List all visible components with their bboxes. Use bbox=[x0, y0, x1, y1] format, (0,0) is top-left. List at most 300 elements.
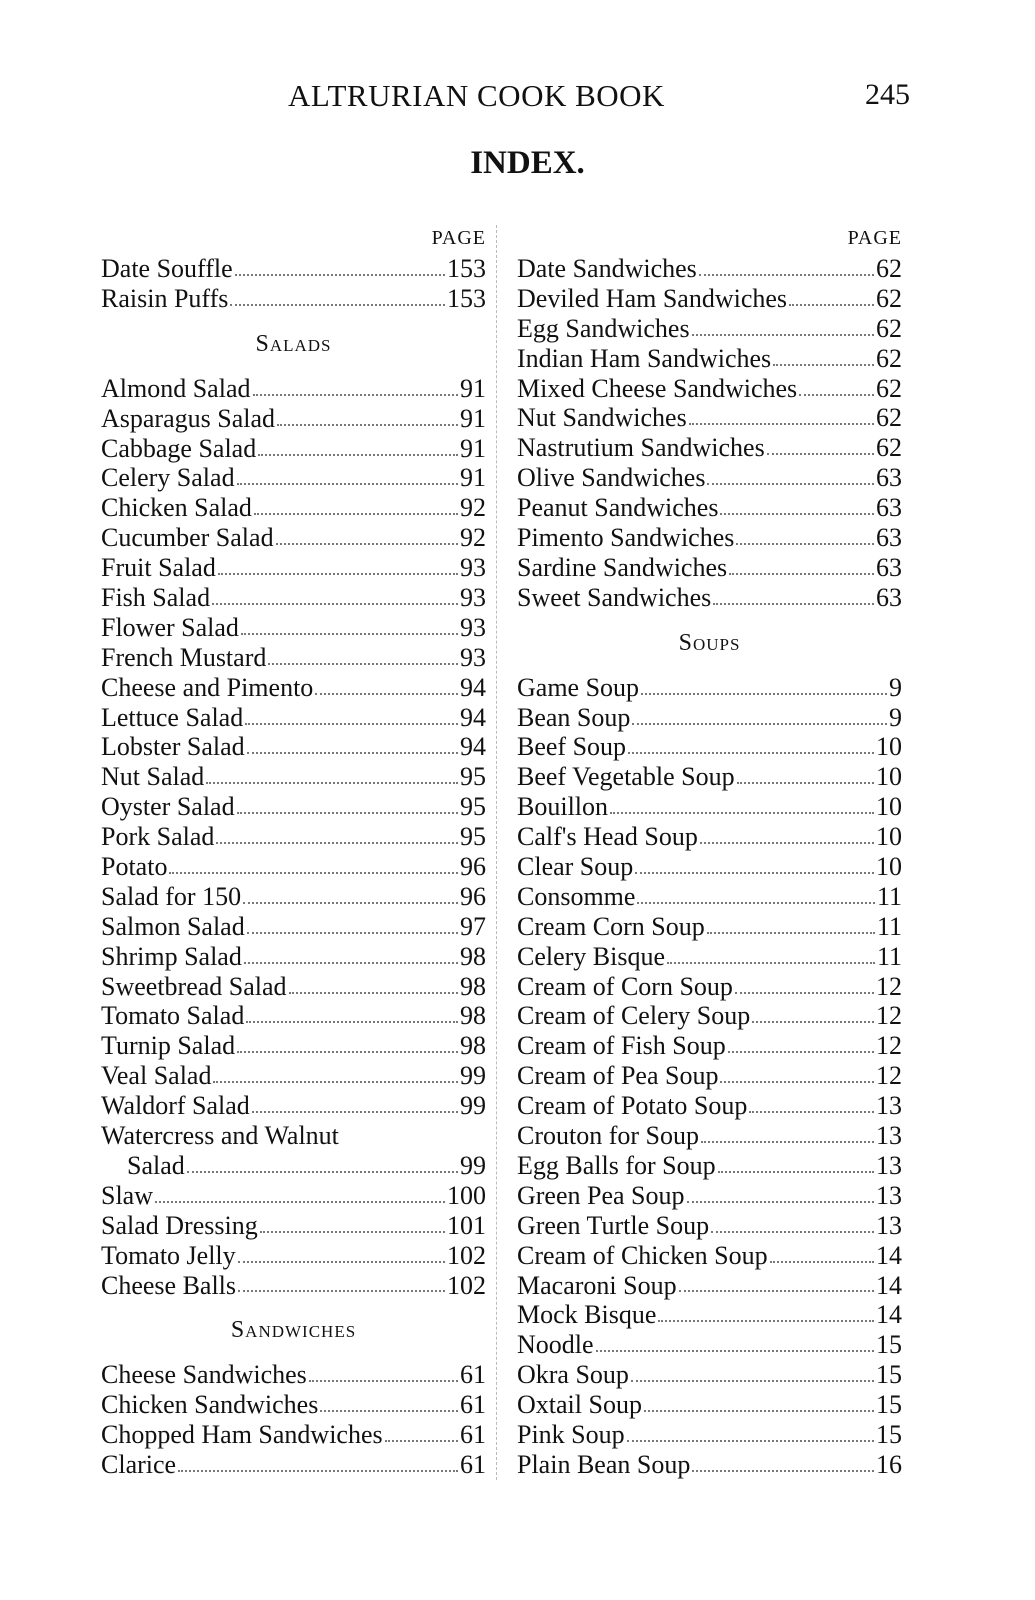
dot-leader bbox=[773, 364, 874, 366]
dot-leader bbox=[245, 723, 458, 725]
entry-page-number: 12 bbox=[876, 1061, 902, 1091]
entry-name: Cream of Pea Soup bbox=[517, 1061, 719, 1091]
top-entries-list bbox=[101, 254, 486, 314]
entry-name: Flower Salad bbox=[101, 612, 239, 642]
entry-page-number: 62 bbox=[876, 283, 902, 313]
entry-name: Okra Soup bbox=[517, 1360, 629, 1390]
entry-name: Almond Salad bbox=[101, 373, 251, 403]
entry-page-number: 92 bbox=[460, 493, 486, 523]
dot-leader bbox=[187, 1171, 458, 1173]
entry-name: Noodle bbox=[517, 1330, 594, 1360]
entry-name: Plain Bean Soup bbox=[517, 1449, 691, 1479]
entry-page-number: 98 bbox=[460, 941, 486, 971]
entry-name: Mixed Cheese Sandwiches bbox=[517, 373, 798, 403]
entry-page-number: 15 bbox=[876, 1330, 902, 1360]
entry-name: Cheese Balls bbox=[101, 1270, 237, 1300]
entry-page-number: 95 bbox=[460, 762, 486, 792]
entry-page-number: 153 bbox=[447, 283, 486, 313]
entry-page-number: 98 bbox=[460, 1001, 486, 1031]
entry-page-number: 101 bbox=[447, 1210, 486, 1240]
dot-leader bbox=[243, 902, 458, 904]
index-entry bbox=[517, 1091, 902, 1121]
index-entry bbox=[517, 284, 902, 314]
entry-page-number: 96 bbox=[460, 852, 486, 882]
dot-leader bbox=[752, 1021, 874, 1023]
dot-leader bbox=[277, 424, 458, 426]
entry-name: Salad for 150 bbox=[101, 881, 242, 911]
index-entry bbox=[101, 1450, 486, 1480]
entry-name: Oxtail Soup bbox=[517, 1390, 642, 1420]
entry-page-number: 13 bbox=[876, 1121, 902, 1151]
index-entry bbox=[517, 463, 902, 493]
dot-leader bbox=[218, 573, 458, 575]
entry-name: Oyster Salad bbox=[101, 792, 235, 822]
index-entry bbox=[101, 912, 486, 942]
entry-page-number: 153 bbox=[447, 254, 486, 283]
index-entry bbox=[517, 1151, 902, 1181]
dot-leader bbox=[155, 1201, 445, 1203]
index-entry bbox=[517, 1121, 902, 1151]
index-entry bbox=[517, 583, 902, 613]
dot-leader bbox=[737, 782, 874, 784]
dot-leader bbox=[692, 334, 874, 336]
entry-page-number: 15 bbox=[876, 1360, 902, 1390]
sandwiches-list bbox=[517, 254, 902, 613]
dot-leader bbox=[246, 1021, 458, 1023]
entry-name: Cream Corn Soup bbox=[517, 911, 705, 941]
entry-page-number: 61 bbox=[460, 1360, 486, 1390]
entry-name: Cheese Sandwiches bbox=[101, 1360, 307, 1390]
entry-page-number: 13 bbox=[876, 1150, 902, 1180]
index-entry bbox=[101, 254, 486, 284]
entry-name: Salad bbox=[127, 1150, 185, 1180]
column-divider bbox=[496, 225, 497, 1480]
entry-page-number: 15 bbox=[876, 1419, 902, 1449]
dot-leader bbox=[767, 453, 874, 455]
dot-leader bbox=[729, 573, 874, 575]
index-entry bbox=[101, 1151, 486, 1181]
dot-leader bbox=[689, 423, 874, 425]
entry-page-number: 63 bbox=[876, 493, 902, 523]
index-entry bbox=[101, 643, 486, 673]
dot-leader bbox=[641, 693, 887, 695]
index-entry bbox=[517, 762, 902, 792]
section-heading-soups: Soups bbox=[678, 629, 741, 656]
entry-page-number: 15 bbox=[876, 1390, 902, 1420]
dot-leader bbox=[244, 962, 458, 964]
dot-leader bbox=[644, 1410, 874, 1412]
entry-page-number: 11 bbox=[876, 911, 902, 941]
dot-leader bbox=[687, 1201, 874, 1203]
entry-page-number: 62 bbox=[876, 313, 902, 343]
entry-page-number: 102 bbox=[447, 1270, 486, 1300]
entry-name: Egg Sandwiches bbox=[517, 313, 690, 343]
dot-leader bbox=[718, 1171, 874, 1173]
dot-leader bbox=[252, 1111, 458, 1113]
entry-name: Bean Soup bbox=[517, 702, 631, 732]
entry-page-number: 94 bbox=[460, 702, 486, 732]
index-entry bbox=[101, 1420, 486, 1450]
dot-leader bbox=[309, 1380, 458, 1382]
entry-page-number: 61 bbox=[460, 1450, 486, 1480]
section-heading-sandwiches: Sandwiches bbox=[230, 1317, 357, 1344]
dot-leader bbox=[679, 1290, 874, 1292]
dot-leader bbox=[213, 1081, 458, 1083]
index-entry bbox=[101, 1241, 486, 1271]
dot-leader bbox=[635, 872, 874, 874]
entry-name: Beef Soup bbox=[517, 732, 627, 762]
entry-page-number: 93 bbox=[460, 612, 486, 642]
index-entry bbox=[101, 1390, 486, 1420]
entry-name: Lettuce Salad bbox=[101, 702, 244, 732]
entry-name: Cabbage Salad bbox=[101, 433, 257, 463]
dot-leader bbox=[385, 1440, 458, 1442]
index-entry bbox=[517, 1360, 902, 1390]
index-entry bbox=[101, 1061, 486, 1091]
book-title: ALTRURIAN COOK BOOK bbox=[288, 78, 665, 113]
salads-list bbox=[101, 374, 486, 1301]
index-entry bbox=[101, 762, 486, 792]
dot-leader bbox=[253, 394, 459, 396]
index-entry bbox=[517, 1330, 902, 1360]
entry-page-number: 98 bbox=[460, 1031, 486, 1061]
entry-name: Sweet Sandwiches bbox=[517, 582, 712, 612]
dot-leader bbox=[632, 723, 887, 725]
entry-page-number: 14 bbox=[876, 1300, 902, 1330]
dot-leader bbox=[235, 274, 445, 276]
entry-page-number: 62 bbox=[876, 433, 902, 463]
entry-name: Tomato Jelly bbox=[101, 1240, 236, 1270]
dot-leader bbox=[707, 932, 875, 934]
dot-leader bbox=[258, 454, 458, 456]
index-entry bbox=[517, 1031, 902, 1061]
entry-name: Watercress and Walnut bbox=[101, 1121, 339, 1151]
dot-leader bbox=[728, 1051, 874, 1053]
dot-leader bbox=[770, 1261, 874, 1263]
entry-name: Chopped Ham Sandwiches bbox=[101, 1420, 383, 1450]
soups-list bbox=[517, 673, 902, 1480]
index-entry bbox=[101, 1181, 486, 1211]
entry-page-number: 91 bbox=[460, 463, 486, 493]
entry-page-number: 95 bbox=[460, 792, 486, 822]
sandwiches-list bbox=[101, 1360, 486, 1480]
entry-name: Macaroni Soup bbox=[517, 1270, 677, 1300]
index-entry bbox=[517, 374, 902, 404]
dot-leader bbox=[238, 1290, 445, 1292]
dot-leader bbox=[254, 513, 458, 515]
entry-page-number: 12 bbox=[876, 1031, 902, 1061]
entry-name: Salad Dressing bbox=[101, 1210, 258, 1240]
entry-name: Raisin Puffs bbox=[101, 283, 229, 313]
page-column-label: PAGE bbox=[847, 227, 902, 249]
index-entry bbox=[101, 1091, 486, 1121]
index-entry bbox=[101, 1360, 486, 1390]
entry-name: Fruit Salad bbox=[101, 553, 216, 583]
index-entry bbox=[517, 493, 902, 523]
index-entry bbox=[517, 403, 902, 433]
dot-leader bbox=[799, 394, 874, 396]
entry-name: Game Soup bbox=[517, 672, 640, 702]
index-entry bbox=[101, 284, 486, 314]
dot-leader bbox=[268, 663, 458, 665]
dot-leader bbox=[289, 992, 458, 994]
entry-page-number: 100 bbox=[447, 1180, 486, 1210]
index-entry bbox=[101, 852, 486, 882]
dot-leader bbox=[315, 693, 458, 695]
dot-leader bbox=[736, 543, 874, 545]
entry-name: Pink Soup bbox=[517, 1419, 625, 1449]
dot-leader bbox=[720, 513, 874, 515]
entry-page-number: 61 bbox=[460, 1390, 486, 1420]
entry-name: Nut Salad bbox=[101, 762, 205, 792]
entry-name: Cucumber Salad bbox=[101, 523, 274, 553]
entry-page-number: 14 bbox=[876, 1270, 902, 1300]
dot-leader bbox=[749, 1111, 874, 1113]
index-entry bbox=[101, 553, 486, 583]
index-entry bbox=[517, 1181, 902, 1211]
index-entry bbox=[101, 673, 486, 703]
entry-page-number: 93 bbox=[460, 553, 486, 583]
index-entry bbox=[517, 1390, 902, 1420]
index-entry bbox=[101, 882, 486, 912]
dot-leader bbox=[610, 812, 874, 814]
index-entry bbox=[517, 792, 902, 822]
dot-leader bbox=[237, 483, 458, 485]
index-entry bbox=[101, 703, 486, 733]
entry-name: Cream of Celery Soup bbox=[517, 1001, 751, 1031]
entry-page-number: 102 bbox=[447, 1240, 486, 1270]
index-entry bbox=[101, 374, 486, 404]
entry-page-number: 94 bbox=[460, 732, 486, 762]
entry-name: Green Turtle Soup bbox=[517, 1210, 710, 1240]
index-entry bbox=[101, 792, 486, 822]
entry-page-number: 9 bbox=[889, 672, 902, 702]
entry-name: Sweetbread Salad bbox=[101, 971, 287, 1001]
entry-name: Potato bbox=[101, 852, 168, 882]
entry-page-number: 95 bbox=[460, 822, 486, 852]
entry-name: Salmon Salad bbox=[101, 911, 245, 941]
entry-page-number: 9 bbox=[889, 702, 902, 732]
entry-page-number: 62 bbox=[876, 403, 902, 433]
index-entry bbox=[517, 314, 902, 344]
dot-leader bbox=[692, 1470, 874, 1472]
entry-name: Chicken Salad bbox=[101, 493, 252, 523]
entry-name: Calf's Head Soup bbox=[517, 822, 698, 852]
index-entry bbox=[101, 1001, 486, 1031]
dot-leader bbox=[711, 1231, 874, 1233]
dot-leader bbox=[713, 603, 874, 605]
entry-name: Fish Salad bbox=[101, 583, 211, 613]
dot-leader bbox=[320, 1410, 458, 1412]
index-entry bbox=[517, 1420, 902, 1450]
entry-page-number: 63 bbox=[876, 582, 902, 612]
entry-name: Pimento Sandwiches bbox=[517, 523, 735, 553]
entry-page-number: 97 bbox=[460, 911, 486, 941]
entry-page-number: 12 bbox=[876, 971, 902, 1001]
page-number: 245 bbox=[865, 78, 910, 111]
index-entry bbox=[517, 852, 902, 882]
index-entry bbox=[517, 942, 902, 972]
entry-page-number: 11 bbox=[876, 941, 902, 971]
entry-name: Peanut Sandwiches bbox=[517, 493, 719, 523]
dot-leader bbox=[276, 543, 458, 545]
entry-name: Waldorf Salad bbox=[101, 1091, 250, 1121]
index-entry bbox=[517, 703, 902, 733]
dot-leader bbox=[658, 1320, 874, 1322]
dot-leader bbox=[238, 1261, 445, 1263]
index-entry bbox=[517, 1001, 902, 1031]
dot-leader bbox=[667, 962, 875, 964]
dot-leader bbox=[637, 902, 875, 904]
entry-name: Pork Salad bbox=[101, 822, 215, 852]
entry-name: Crouton for Soup bbox=[517, 1121, 699, 1151]
entry-name: Asparagus Salad bbox=[101, 403, 276, 433]
index-entry bbox=[517, 553, 902, 583]
entry-name: French Mustard bbox=[101, 642, 267, 672]
entry-name: Veal Salad bbox=[101, 1061, 212, 1091]
entry-name: Tomato Salad bbox=[101, 1001, 245, 1031]
entry-page-number: 10 bbox=[876, 852, 902, 882]
dot-leader bbox=[247, 932, 458, 934]
entry-page-number: 61 bbox=[460, 1420, 486, 1450]
index-entry bbox=[101, 613, 486, 643]
entry-page-number: 94 bbox=[460, 672, 486, 702]
entry-name: Egg Balls for Soup bbox=[517, 1150, 716, 1180]
index-entry bbox=[101, 1271, 486, 1301]
entry-name: Deviled Ham Sandwiches bbox=[517, 283, 788, 313]
dot-leader bbox=[169, 872, 458, 874]
index-entry bbox=[101, 404, 486, 434]
index-entry bbox=[517, 732, 902, 762]
entry-page-number: 10 bbox=[876, 792, 902, 822]
entry-page-number: 13 bbox=[876, 1180, 902, 1210]
entry-name: Consomme bbox=[517, 881, 636, 911]
dot-leader bbox=[631, 1380, 874, 1382]
index-entry bbox=[517, 1061, 902, 1091]
index-entry bbox=[101, 493, 486, 523]
dot-leader bbox=[237, 812, 458, 814]
page-header bbox=[0, 78, 1035, 118]
dot-leader bbox=[720, 1081, 874, 1083]
entry-name: Green Pea Soup bbox=[517, 1180, 685, 1210]
entry-page-number: 10 bbox=[876, 822, 902, 852]
index-entry bbox=[101, 972, 486, 1002]
index-entry bbox=[517, 344, 902, 374]
entry-page-number: 91 bbox=[460, 373, 486, 403]
dot-leader bbox=[628, 752, 874, 754]
index-entry bbox=[517, 1450, 902, 1480]
dot-leader bbox=[789, 304, 874, 306]
entry-page-number: 13 bbox=[876, 1091, 902, 1121]
entry-page-number: 99 bbox=[460, 1150, 486, 1180]
dot-leader bbox=[596, 1350, 874, 1352]
entry-name: Date Souffle bbox=[101, 254, 233, 283]
dot-leader bbox=[247, 752, 458, 754]
index-entry bbox=[101, 434, 486, 464]
entry-page-number: 91 bbox=[460, 403, 486, 433]
entry-page-number: 96 bbox=[460, 881, 486, 911]
entry-page-number: 63 bbox=[876, 463, 902, 493]
index-entry bbox=[517, 254, 902, 284]
entry-name: Nut Sandwiches bbox=[517, 403, 687, 433]
entry-page-number: 11 bbox=[876, 881, 902, 911]
entry-name: Sardine Sandwiches bbox=[517, 552, 728, 582]
dot-leader bbox=[216, 842, 458, 844]
index-entry bbox=[517, 1300, 902, 1330]
dot-leader bbox=[627, 1440, 874, 1442]
entry-page-number: 10 bbox=[876, 732, 902, 762]
entry-name: Mock Bisque bbox=[517, 1300, 657, 1330]
entry-page-number: 63 bbox=[876, 552, 902, 582]
index-entry bbox=[517, 673, 902, 703]
entry-name: Cream of Chicken Soup bbox=[517, 1240, 768, 1270]
dot-leader bbox=[237, 1051, 458, 1053]
dot-leader bbox=[230, 304, 445, 306]
index-entry bbox=[517, 1211, 902, 1241]
index-entry bbox=[517, 822, 902, 852]
entry-page-number: 14 bbox=[876, 1240, 902, 1270]
entry-name: Cream of Fish Soup bbox=[517, 1031, 726, 1061]
entry-page-number: 93 bbox=[460, 583, 486, 613]
entry-name: Lobster Salad bbox=[101, 732, 245, 762]
entry-name: Olive Sandwiches bbox=[517, 463, 706, 493]
entry-name: Turnip Salad bbox=[101, 1031, 236, 1061]
index-entry bbox=[101, 732, 486, 762]
index-entry bbox=[101, 523, 486, 553]
entry-page-number: 12 bbox=[876, 1001, 902, 1031]
dot-leader bbox=[178, 1470, 458, 1472]
entry-page-number: 62 bbox=[876, 254, 902, 283]
index-entry bbox=[101, 463, 486, 493]
entry-page-number: 63 bbox=[876, 523, 902, 553]
entry-page-number: 91 bbox=[460, 433, 486, 463]
index-entry bbox=[101, 1121, 486, 1151]
entry-page-number: 16 bbox=[876, 1449, 902, 1479]
entry-name: Celery Bisque bbox=[517, 941, 666, 971]
dot-leader bbox=[701, 1141, 874, 1143]
index-entry bbox=[101, 942, 486, 972]
dot-leader bbox=[260, 1231, 445, 1233]
page-column-label: PAGE bbox=[431, 227, 486, 249]
left-column bbox=[101, 222, 486, 1480]
entry-page-number: 99 bbox=[460, 1091, 486, 1121]
entry-name: Chicken Sandwiches bbox=[101, 1390, 319, 1420]
index-entry bbox=[101, 583, 486, 613]
dot-leader bbox=[206, 782, 458, 784]
entry-name: Indian Ham Sandwiches bbox=[517, 343, 772, 373]
index-entry bbox=[517, 1271, 902, 1301]
dot-leader bbox=[241, 633, 458, 635]
dot-leader bbox=[707, 483, 874, 485]
index-entry bbox=[101, 1211, 486, 1241]
entry-page-number: 13 bbox=[876, 1210, 902, 1240]
entry-name: Beef Vegetable Soup bbox=[517, 762, 735, 792]
index-entry bbox=[517, 433, 902, 463]
entry-name: Shrimp Salad bbox=[101, 941, 242, 971]
entry-page-number: 92 bbox=[460, 523, 486, 553]
dot-leader bbox=[699, 274, 874, 276]
entry-name: Nastrutium Sandwiches bbox=[517, 433, 765, 463]
dot-leader bbox=[700, 842, 874, 844]
index-entry bbox=[517, 912, 902, 942]
entry-page-number: 98 bbox=[460, 971, 486, 1001]
entry-page-number: 10 bbox=[876, 762, 902, 792]
entry-name: Cream of Potato Soup bbox=[517, 1091, 748, 1121]
dot-leader bbox=[212, 603, 458, 605]
right-column bbox=[517, 222, 902, 1480]
entry-name: Cheese and Pimento bbox=[101, 672, 314, 702]
entry-name: Cream of Corn Soup bbox=[517, 971, 733, 1001]
